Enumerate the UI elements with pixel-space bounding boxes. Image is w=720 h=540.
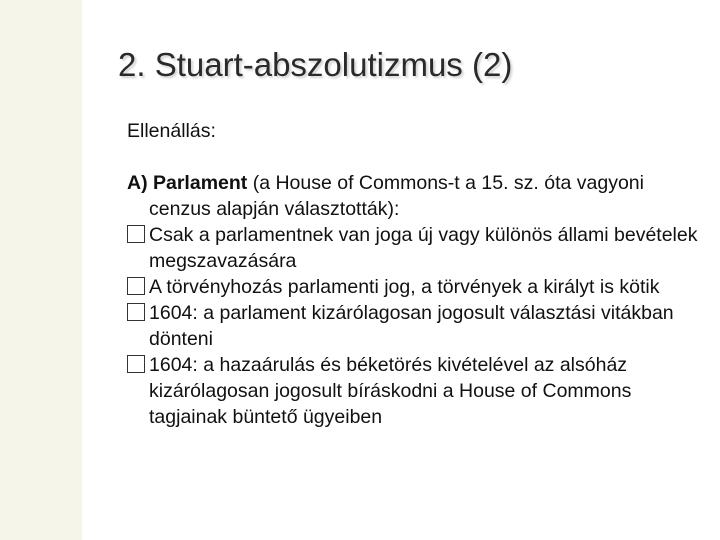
bullet-box-icon (127, 355, 145, 373)
bullet-box-icon (127, 277, 145, 295)
bullet-text: 1604: a parlament kizárólagosan jogosult választási vitákban dönteni (149, 302, 674, 350)
bullet-item-2 (127, 274, 702, 300)
section-a (127, 170, 702, 222)
slide-title: 2. Stuart-abszolutizmus (2) (118, 46, 513, 83)
section-a-text: (a House of Commons-t a 15. sz. óta vagyoni cenzus alapján választották): (149, 172, 644, 220)
bullet-item-3 (127, 300, 702, 352)
bullet-item-4 (127, 352, 702, 430)
bullet-box-icon (127, 225, 145, 243)
slide-content (127, 118, 702, 430)
bullet-text: 1604: a hazaárulás és béketörés kivételével az alsóház kizárólagosan jogosult bíráskodni a House of Commons tagjainak büntető ügyeiben (149, 354, 632, 428)
section-a-label: A) Parlament (127, 172, 248, 194)
bullet-text: Csak a parlamentnek van joga új vagy különös állami bevételek megszavazására (149, 224, 698, 272)
bullet-box-icon (127, 303, 145, 321)
bullet-item-1 (127, 222, 702, 274)
bullet-text: A törvényhozás parlamenti jog, a törvények a királyt is kötik (149, 276, 660, 298)
intro-text: Ellenállás: (127, 120, 216, 142)
slide-left-band (0, 0, 82, 540)
